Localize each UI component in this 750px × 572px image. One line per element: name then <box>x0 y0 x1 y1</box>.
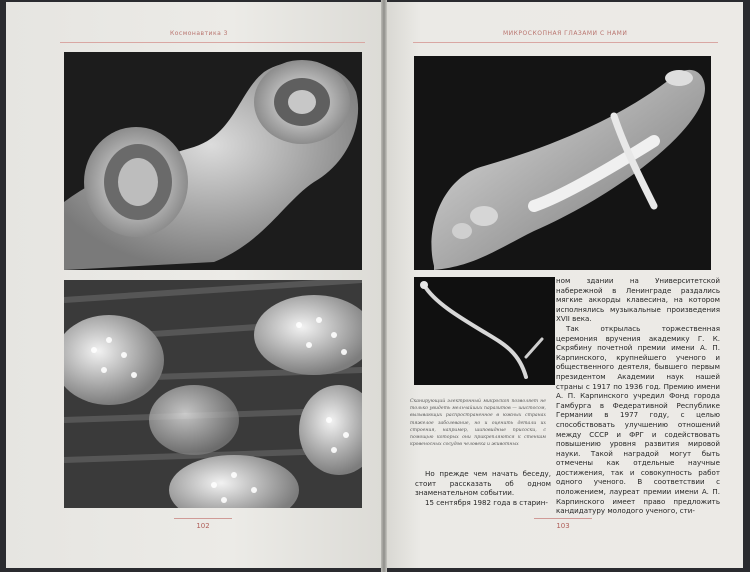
page-number-left-text: 102 <box>196 522 210 530</box>
page-number-rule <box>174 518 232 519</box>
paragraph: Но прежде чем начать беседу, стоит рассказать об одном знаменательном событии. <box>415 469 551 498</box>
page-number-rule <box>534 518 592 519</box>
micrograph-schistosome-pair <box>414 56 711 270</box>
running-head-right-text: МИКРОСКОПНАЯ ГЛАЗАМИ С НАМИ <box>503 30 628 37</box>
running-head-left <box>60 30 365 43</box>
page-number-right-text: 103 <box>556 522 570 530</box>
book-gutter <box>381 0 387 572</box>
micrograph-thin-worm <box>414 277 555 385</box>
running-head-left-text: Космонавтика 3 <box>170 30 228 37</box>
text-column-right <box>556 276 720 516</box>
micrograph-suckers <box>64 52 362 270</box>
paragraph: Так открылась торжественная церемония вручения академику Г. К. Скрябину почетной премии имени А. П. Карпинского, крупнейшего ученого и общественного деятеля, бывшего первым президентом Академии наук нашей страны с 1917 по 1936 год. Премию имени А. П. Карпинского учредил Фонд города Гамбурга в Федеративной Республике Германии в 1977 году, с целью способствовать улучшению отношений между СССР и ФРГ и содействовать повышению уровня развития мировой науки. Такой наградой могут быть отмечены как отдельные научные достижения, так и совокупность работ одного ученого. В соответствии с положением, лауреат премии имени А. П. Карпинского имеет право предложить кандидатуру молодого ученого, сти- <box>556 323 720 516</box>
paragraph: 15 сентября 1982 года в старин- <box>425 497 548 507</box>
paragraph: ном здании на Университетской набережной в Ленинграде раздались мягкие аккорды клавесина, на котором исполнялись музыкальные произведения XVII века. <box>556 276 720 324</box>
running-head-right <box>413 30 718 43</box>
figure-caption: Сканирующий электронный микроскоп позволяет не только увидеть мельчайших паразитов — шистосом, вызывающих распространенное в южных странах тяжелое заболевание, но и оценить детали их строения, например, шиповидные присоски, с помощью которых они прикрепляются к стенкам кровеносных сосудов человека и животных <box>410 399 546 448</box>
text-column-left <box>415 469 551 507</box>
micrograph-spiny-surface <box>64 280 362 508</box>
